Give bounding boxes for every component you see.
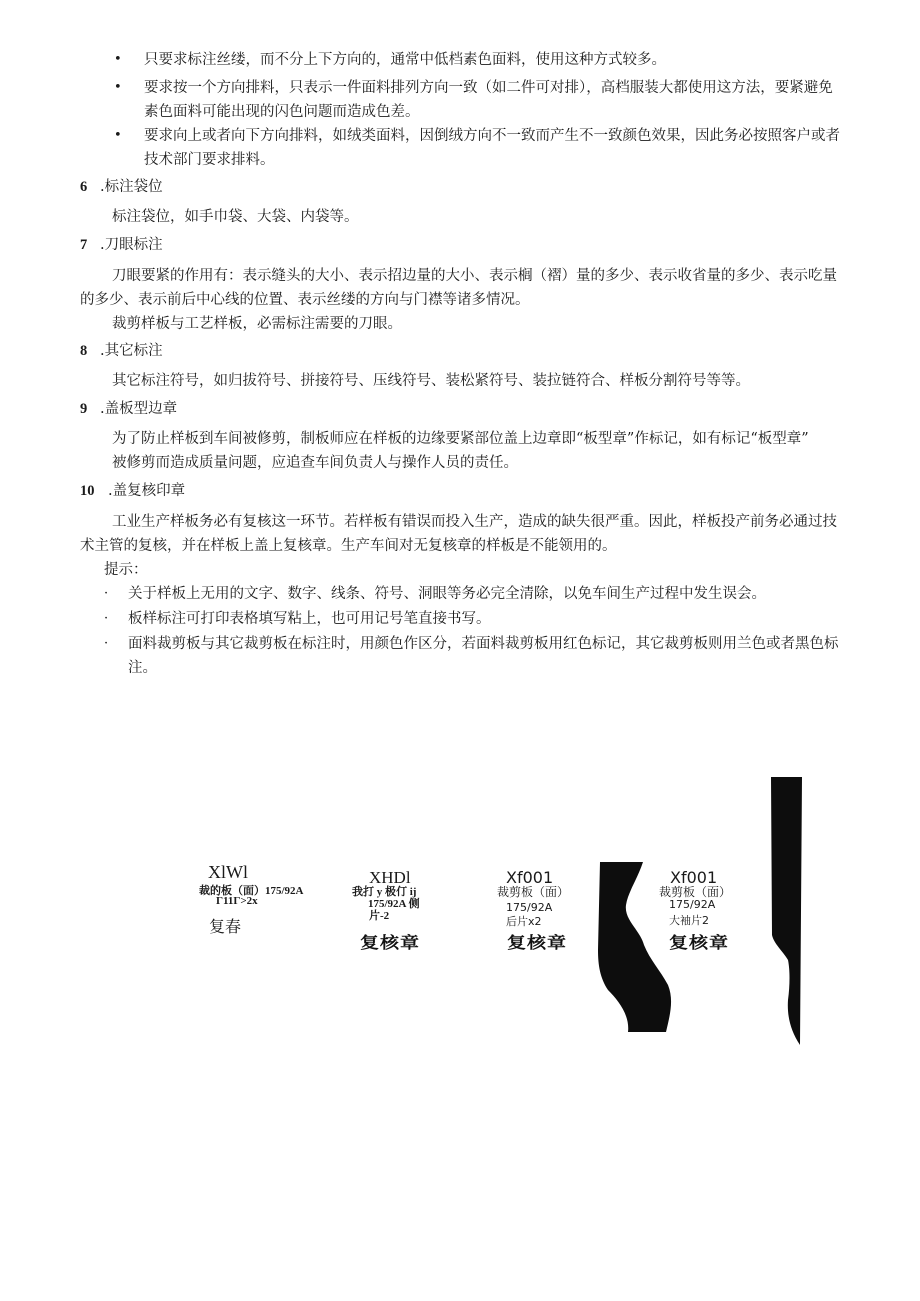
section-title: .其它标注 <box>100 343 163 359</box>
section-title: .盖复核印章 <box>108 483 186 499</box>
section-title: .标注袋位 <box>100 179 163 195</box>
section-number: 8 <box>80 343 88 359</box>
paragraph-line: 被修剪而造成质量问题，应追查车间负责人与操作人员的责任。 <box>112 455 518 471</box>
label-line: 175/92A <box>506 901 553 914</box>
bullet-text: 只要求标注丝缕，而不分上下方向的，通常中低档素色面料，使用这种方式较多。 <box>144 52 666 68</box>
tip-dot: · <box>104 611 109 626</box>
label-line: 片-2 <box>369 910 390 922</box>
label-code: XHDl <box>369 868 411 887</box>
tip-text: 板样标注可打印表格填写粘上，也可用记号笔直接书写。 <box>128 611 491 627</box>
bullet-dot: • <box>114 80 122 95</box>
section-number: 9 <box>80 401 88 417</box>
tip-text: 注。 <box>128 660 157 676</box>
section-title: .刀眼标注 <box>100 237 163 253</box>
bullet-text: 技术部门要求排料。 <box>144 152 275 168</box>
bullet-text: 素色面料可能出现的闪色问题而造成色差。 <box>144 104 420 120</box>
label-line: 裁的板（面）175/92A <box>199 885 304 897</box>
paragraph-line: 的多少、表示前后中心线的位置、表示丝缕的方向与门襟等诸多情况。 <box>80 292 530 308</box>
bullet-text: 要求向上或者向下方向排料，如绒类面料，因倒绒方向不一致而产生不一致颜色效果，因此务必按照客户或者 <box>144 128 840 144</box>
tip-dot: · <box>104 636 109 651</box>
paragraph-line: 裁剪样板与工艺样板，必需标注需要的刀眼。 <box>112 316 402 332</box>
paragraph-line: 标注袋位，如手巾袋、大袋、内袋等。 <box>112 209 359 225</box>
stamp-text: 复核章 <box>360 933 421 953</box>
section-title: .盖板型边章 <box>100 401 178 417</box>
tips-label: 提示： <box>104 562 148 578</box>
label-line: 175/92A <box>669 898 716 911</box>
label-line: 大袖片2 <box>669 914 709 927</box>
tip-text: 关于样板上无用的文字、数字、线条、符号、洞眼等务必完全清除，以免车间生产过程中发生误会。 <box>128 586 766 602</box>
label-line: 裁剪板（面） <box>659 885 732 899</box>
tip-text: 面料裁剪板与其它裁剪板在标注时，用颜色作区分，若面料裁剪板用红色标记，其它裁剪板则用兰色或者黑色标 <box>128 636 839 652</box>
bullet-dot: • <box>114 128 122 143</box>
stamp-text: 复春 <box>209 919 242 936</box>
section-number: 10 <box>80 483 95 499</box>
label-code: Xf001 <box>670 868 718 887</box>
label-line: 后片x2 <box>506 915 542 928</box>
tip-dot: · <box>104 586 109 601</box>
label-line: 裁剪板（面） <box>497 885 570 899</box>
label-line: 175/92A 侧 <box>368 898 420 910</box>
label-line: Γ11Γ>2x <box>216 895 258 907</box>
section-number: 6 <box>80 179 88 195</box>
bullet-dot: • <box>114 52 122 67</box>
section-number: 7 <box>80 237 88 253</box>
stamp-text: 复核章 <box>507 933 568 953</box>
paragraph-line: 刀眼要紧的作用有：表示缝头的大小、表示招边量的大小、表示榈（褶）量的多少、表示收省量的多少、表示吃量 <box>112 268 837 284</box>
label-line: 我打 y 极仃 ij <box>352 886 417 898</box>
paragraph-line: 术主管的复核，并在样板上盖上复核章。生产车间对无复核章的样板是不能领用的。 <box>80 538 617 554</box>
paragraph-line: 其它标注符号，如归拔符号、拼接符号、压线符号、装松紧符号、装拉链符合、样板分割符号等等。 <box>112 373 750 389</box>
bullet-text: 要求按一个方向排料，只表示一件面料排列方向一致（如二件可对排），高档服装大都使用这方法，要紧避免 <box>144 80 833 96</box>
paragraph-line: 工业生产样板务必有复核这一环节。若样板有错误而投入生产，造成的缺失很严重。因此，样板投产前务必通过技 <box>112 514 837 530</box>
label-code: XlWl <box>208 862 248 882</box>
stamp-text: 复核章 <box>669 933 730 953</box>
paragraph-line: 为了防止样板到车间被修剪，制板师应在样板的边缘要紧部位盖上边章即“板型章”作标记，如有标记“板型章” <box>112 431 809 447</box>
label-code: Xf001 <box>506 868 554 887</box>
